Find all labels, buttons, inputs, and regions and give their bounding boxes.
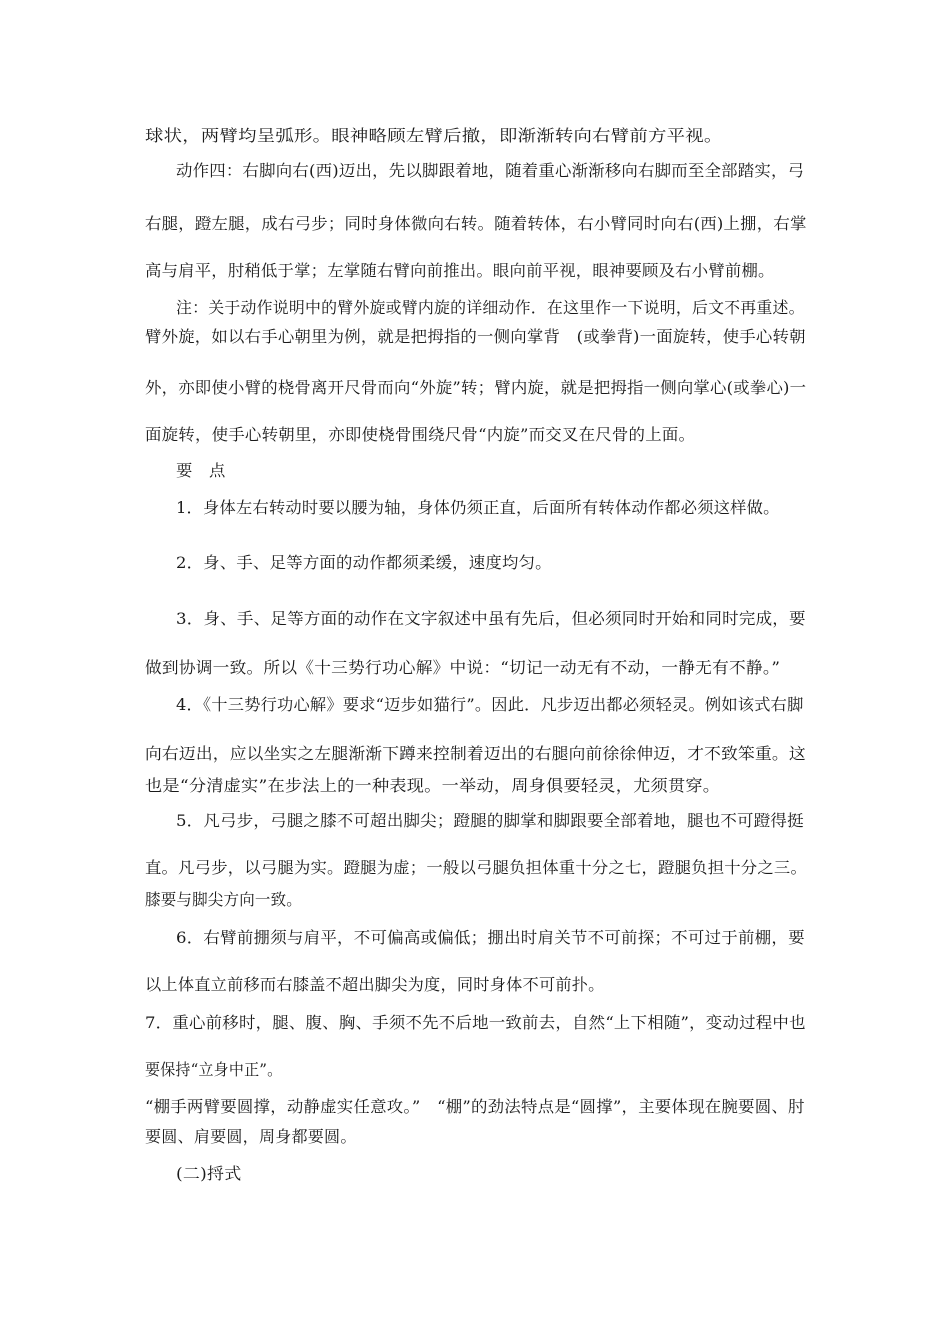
text-line: 面旋转，使手心转朝里，亦即使桡骨围绕尺骨“内旋”而交叉在尺骨的上面。 (145, 425, 696, 444)
text-line: 要保持“立身中正”。 (145, 1060, 283, 1079)
text-line: 直。凡弓步，以弓腿为实。蹬腿为虚；一般以弓腿负担体重十分之七，蹬腿负担十分之三。 (145, 858, 808, 877)
text-line: 外，亦即使小臂的桡骨离开尺骨而向“外旋”转；臂内旋，就是把拇指一侧向掌心(或拳心)一 (145, 378, 807, 397)
list-item: 2．身、手、足等方面的动作都须柔缓，速度均匀。 (176, 553, 552, 572)
text-line: 注：关于动作说明中的臂外旋或臂内旋的详细动作．在这里作一下说明，后文不再重述。 (176, 298, 805, 317)
text-line: 球状，两臂均呈弧形。眼神略顾左臂后撤，即渐渐转向右臂前方平视。 (145, 126, 723, 145)
list-item: 1．身体左右转动时要以腰为轴，身体仍须正直，后面所有转体动作都必须这样做。 (176, 498, 780, 517)
text-line: 动作四：右脚向右(西)迈出，先以脚跟着地，随着重心渐渐移向右脚而至全部踏实，弓 (176, 161, 805, 180)
text-line: 做到协调一致。所以《十三势行功心解》中说：“切记一动无有不动，一静无有不静。” (145, 658, 781, 677)
list-item: 4．《十三势行功心解》要求“迈步如猫行”。因此．凡步迈出都必须轻灵。例如该式右脚 (176, 695, 804, 714)
list-item: 5．凡弓步，弓腿之膝不可超出脚尖；蹬腿的脚掌和脚跟要全部着地，腿也不可蹬得挺 (176, 811, 804, 830)
text-line: 向右迈出，应以坐实之左腿渐渐下蹲来控制着迈出的右腿向前徐徐伸迈，才不致笨重。这 (145, 744, 806, 763)
text-line: “棚手两臂要圆撑，动静虚实任意攻。” “棚”的劲法特点是“圆撑”，主要体现在腕要圆、肘 (145, 1097, 805, 1116)
text-line: 也是“分清虚实”在步法上的一种表现。一举动，周身俱要轻灵，尤须贯穿。 (145, 776, 721, 795)
list-item: 6．右臂前掤须与肩平，不可偏高或偏低；掤出时肩关节不可前探；不可过于前棚，要 (176, 928, 805, 947)
text-line: 膝要与脚尖方向一致。 (145, 890, 303, 909)
list-item: 3．身、手、足等方面的动作在文字叙述中虽有先后，但必须同时开始和同时完成，要 (176, 609, 806, 628)
text-line: 右腿，蹬左腿，成右弓步；同时身体微向右转。随着转体，右小臂同时向右(西)上掤，右掌 (145, 214, 807, 233)
text-line: 要圆、肩要圆，周身都要圆。 (145, 1127, 357, 1146)
text-line: 高与肩平，肘稍低于掌；左掌随右臂向前推出。眼向前平视，眼神要顾及右小臂前棚。 (145, 261, 775, 280)
text-line: 以上体直立前移而右膝盖不超出脚尖为度，同时身体不可前扑。 (145, 975, 605, 994)
section-heading: (二)捋式 (176, 1164, 242, 1183)
list-item: 7．重心前移时，腿、腹、胸、手须不先不后地一致前去，自然“上下相随”，变动过程中也 (145, 1013, 806, 1032)
text-line: 臂外旋，如以右手心朝里为例，就是把拇指的一侧向掌背 (或拳背)一面旋转，使手心转朝 (145, 327, 806, 346)
section-heading: 要 点 (176, 461, 226, 480)
